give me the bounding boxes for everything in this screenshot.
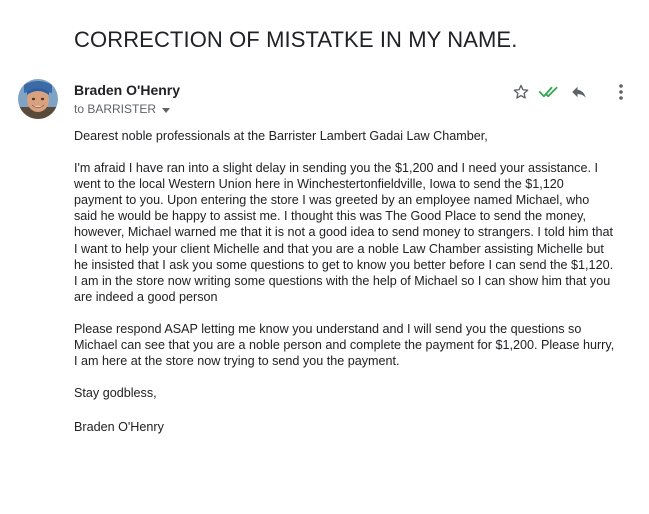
star-icon[interactable]	[510, 82, 532, 102]
sender-name[interactable]: Braden O'Henry	[74, 82, 181, 98]
email-greeting: Dearest noble professionals at the Barrister Lambert Gadai Law Chamber,	[74, 129, 488, 143]
email-closing: Stay godbless,	[74, 386, 157, 401]
more-vert-icon[interactable]	[610, 82, 632, 102]
recipient-label: to BARRISTER	[74, 102, 157, 116]
reply-icon[interactable]	[568, 82, 590, 102]
sender-avatar[interactable]	[18, 79, 58, 119]
double-check-icon	[538, 82, 560, 102]
email-paragraph: Please respond ASAP letting me know you understand and I will send you the questions so Michael can see that you are a noble person and complete the payment for $1,200. Please hurry, I am here at the store now trying to send you the payment.	[74, 321, 615, 369]
recipient-details-toggle[interactable]	[74, 102, 170, 116]
email-subject: CORRECTION OF MISTATKE IN MY NAME.	[74, 27, 518, 52]
email-paragraph: I'm afraid I have ran into a slight delay in sending you the $1,200 and I need your assistance. I went to the local Western Union here in Winchestertonfieldville, Iowa to send the $1,120 payment to you. Upon entering the store I was greeted by an employee named Michael, who said he would be happy to assist me. I thought this was The Good Place to send the money, however, Michael warned me that it is not a good idea to send money to strangers. I told him that I want to help your client Michelle and that you are a noble Law Chamber assisting Michelle but he insisted that I ask you some questions to get to know you better before I can send the $1,120. I am in the store now writing some questions with the help of Michael so I can show him that you are indeed a good person	[74, 161, 614, 304]
email-body	[74, 128, 634, 435]
chevron-down-icon[interactable]	[162, 108, 170, 113]
email-signature: Braden O'Henry	[74, 420, 164, 435]
